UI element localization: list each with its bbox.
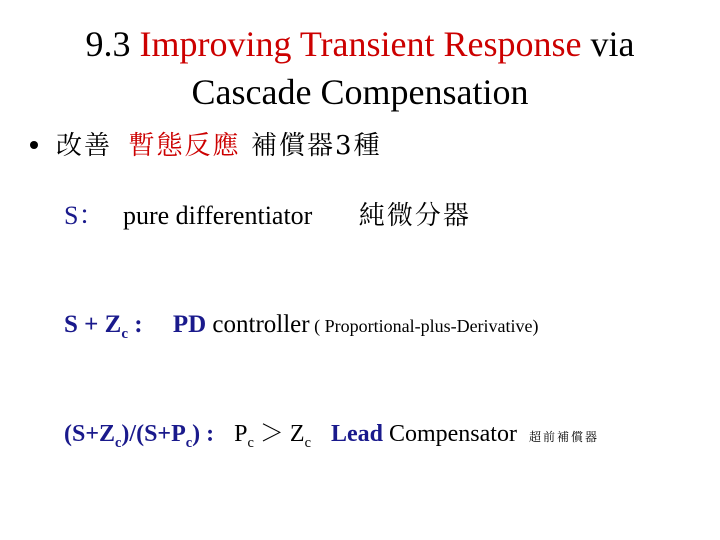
row1-label: S：	[64, 201, 105, 230]
row2-name: PD controller	[172, 311, 310, 338]
row3-name: Lead Compensator	[330, 421, 517, 447]
bullet-dot-icon	[30, 141, 38, 149]
row1-note: 純微分器	[358, 201, 471, 231]
row3-condition: $P_c > Z_c$	[234, 421, 311, 451]
compensator-row-1	[64, 198, 471, 234]
title-prefix: 9.3	[85, 24, 140, 64]
row3-note: 超前補償器	[528, 430, 599, 444]
slide-title-line2: Cascade Compensation	[191, 72, 529, 112]
bullet-item	[30, 128, 382, 164]
row3-label: $(S+Z_c)/(S+P_c)$ :	[64, 421, 215, 451]
row1-desc: pure differentiator	[122, 201, 313, 230]
compensator-row-3	[64, 418, 599, 459]
row2-label: $S + Z_c$ :	[64, 311, 143, 342]
title-suffix: via	[581, 24, 635, 64]
bullet-suffix: 補償器3種	[251, 131, 382, 161]
slide-title-line1	[0, 24, 720, 64]
row2-extra: ( Proportional-plus-Derivative)	[309, 316, 539, 336]
title-highlight: Improving Transient Response	[139, 24, 582, 64]
compensator-row-2	[64, 308, 539, 351]
bullet-highlight: 暫態反應	[128, 131, 241, 161]
bullet-prefix: 改善	[56, 131, 113, 161]
